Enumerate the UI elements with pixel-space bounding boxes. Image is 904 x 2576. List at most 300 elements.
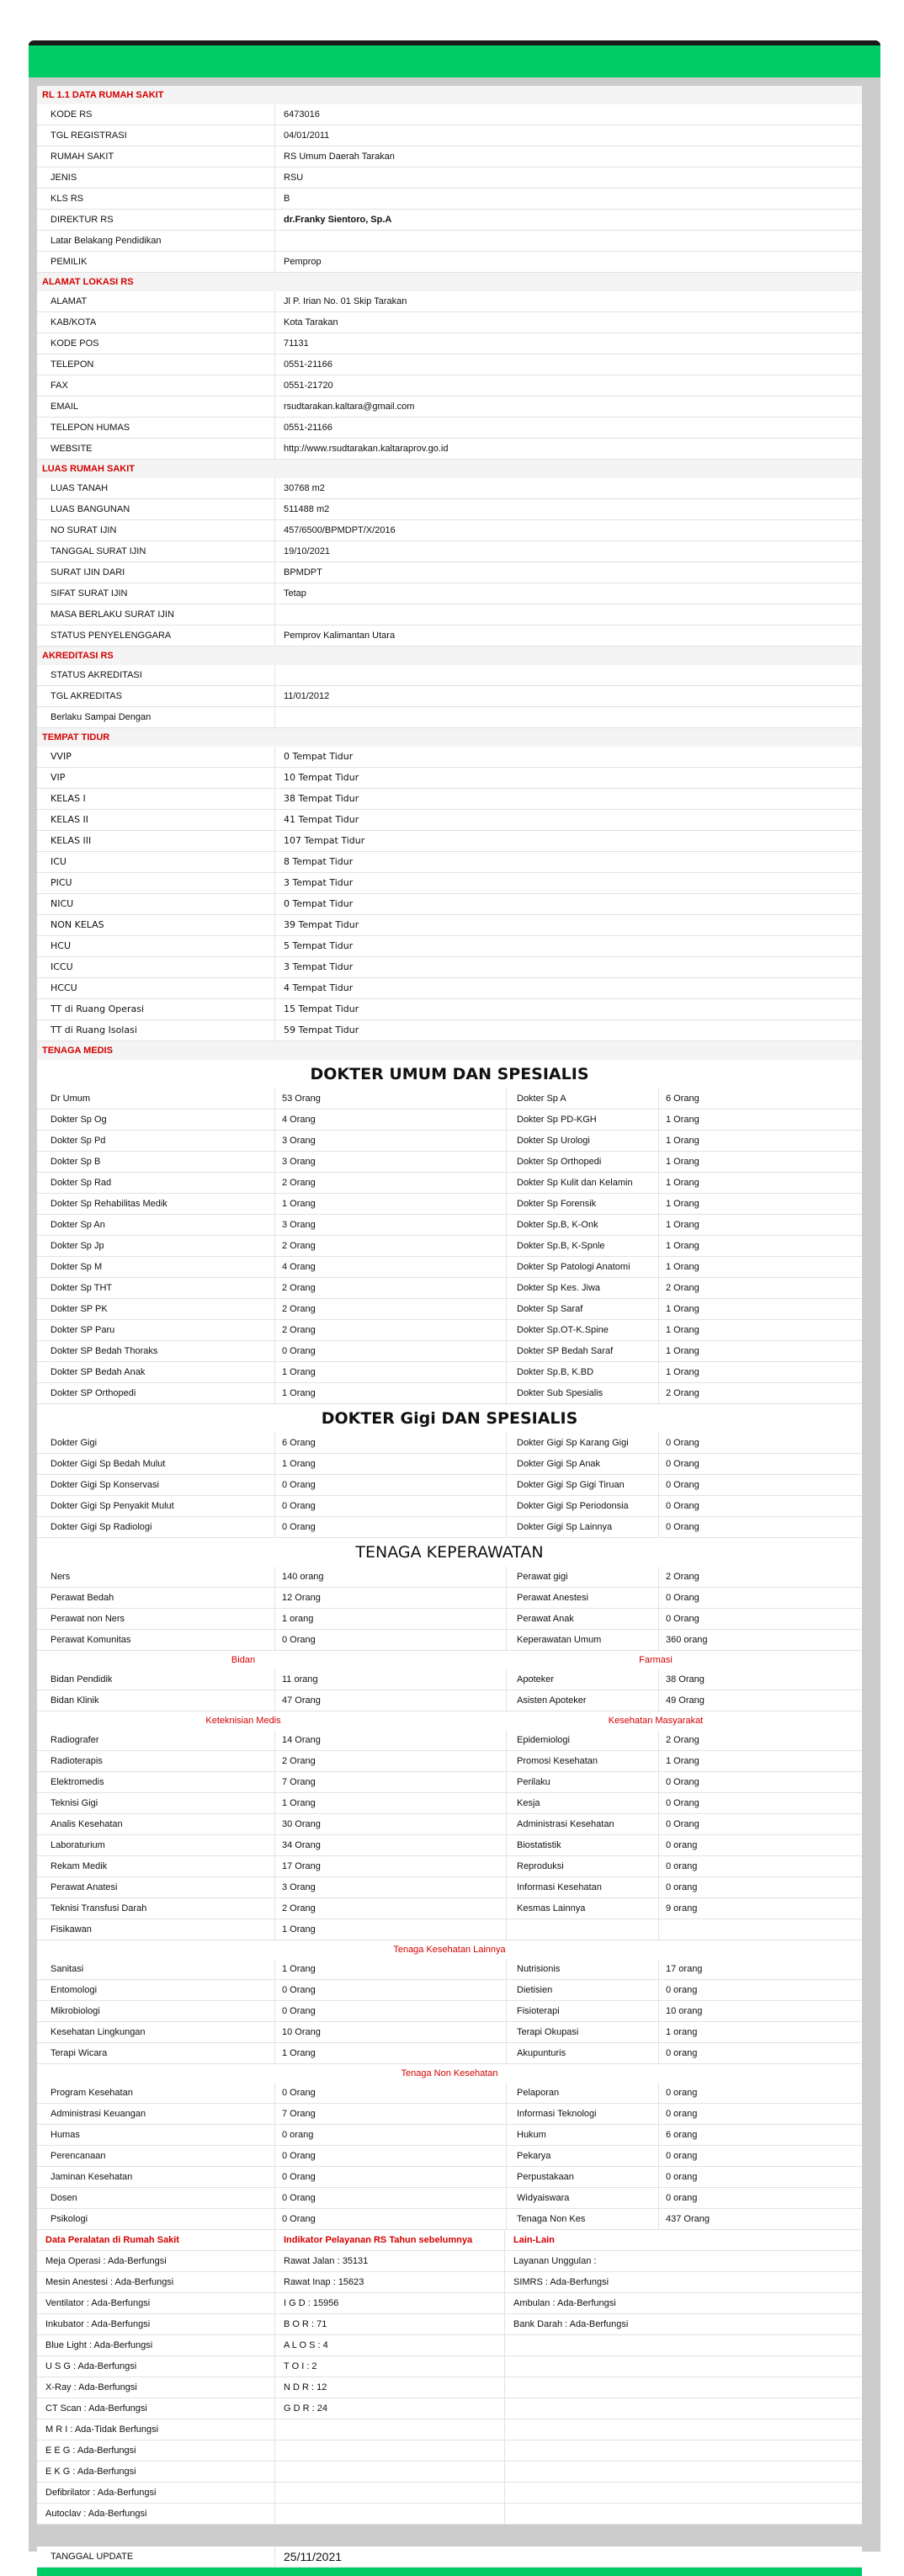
row-label: HCCU: [37, 978, 275, 998]
row-label: TGL AKREDITAS: [37, 686, 275, 706]
section-title-akreditasi: AKREDITASI RS: [37, 647, 862, 665]
staff-count: 1 Orang: [666, 1115, 699, 1125]
indicator-cell: [275, 2440, 505, 2461]
staff-count: 1 Orang: [275, 1383, 507, 1403]
staff-label: Administrasi Kesehatan: [507, 1814, 659, 1834]
staff-count: 4 Orang: [275, 1257, 507, 1277]
row-label: SIFAT SURAT IJIN: [37, 583, 275, 604]
staff-count: 7 Orang: [275, 1772, 507, 1792]
staff-label: Dokter SP PK: [37, 1299, 275, 1319]
alamat-table: [37, 291, 862, 460]
table-row: [37, 665, 862, 686]
row-label: LUAS TANAH: [37, 478, 275, 498]
staff-label: Ners: [37, 1567, 275, 1587]
table-row: [37, 1131, 862, 1152]
table-row: [37, 1110, 862, 1131]
staff-label: Informasi Kesehatan: [507, 1877, 659, 1897]
staff-label: Pekarya: [507, 2146, 659, 2166]
table-row: [37, 625, 862, 647]
table-row: [37, 439, 862, 460]
staff-label: Dr Umum: [37, 1088, 275, 1109]
staff-count: 0 Orang: [666, 1777, 699, 1787]
subheader-teknisi-kesmas: [37, 1711, 862, 1730]
staff-label: Dosen: [37, 2188, 275, 2208]
row-label: ICU: [37, 852, 275, 872]
staff-count: 1 Orang: [666, 1220, 699, 1230]
row-value: RS Umum Daerah Tarakan: [284, 152, 395, 162]
row-value: Pemprov Kalimantan Utara: [284, 631, 396, 641]
staff-count: 7 Orang: [275, 2104, 507, 2124]
row-label: NON KELAS: [37, 915, 275, 935]
row-label: STATUS AKREDITASI: [37, 665, 275, 685]
staff-label: Perawat non Ners: [37, 1609, 275, 1629]
staff-label: Elektromedis: [37, 1772, 275, 1792]
other-cell: [505, 2483, 862, 2503]
staff-count: 0 orang: [666, 1840, 698, 1850]
table-row: [37, 2125, 862, 2146]
table-row: [37, 1609, 862, 1630]
staff-count: 1 Orang: [666, 1262, 699, 1272]
table-row: [37, 2335, 862, 2356]
table-row: [37, 747, 862, 768]
staff-count: 0 Orang: [666, 1438, 699, 1448]
staff-count: 17 Orang: [275, 1856, 507, 1876]
staff-count: 0 Orang: [275, 1341, 507, 1361]
table-row: [37, 1320, 862, 1341]
staff-count: 1 Orang: [666, 1157, 699, 1167]
staff-label: Perawat Anestesi: [507, 1588, 659, 1608]
row-label: ALAMAT: [37, 291, 275, 311]
equipment-cell: Ventilator : Ada-Berfungsi: [37, 2293, 275, 2313]
staff-label: Perilaku: [507, 1772, 659, 1792]
row-value: Kota Tarakan: [284, 317, 338, 327]
staff-count: 1 Orang: [275, 1793, 507, 1813]
staff-label: Teknisi Transfusi Darah: [37, 1898, 275, 1919]
staff-label: Epidemiologi: [507, 1730, 659, 1750]
table-row: [37, 541, 862, 562]
staff-label: Entomologi: [37, 1980, 275, 2000]
staff-label: Dokter SP Bedah Anak: [37, 1362, 275, 1382]
row-value: 0 Tempat Tidur: [284, 898, 354, 909]
equipment-cell: E E G : Ada-Berfungsi: [37, 2440, 275, 2461]
other-cell: [505, 2419, 862, 2440]
table-row: [37, 2188, 862, 2209]
staff-label: Perencanaan: [37, 2146, 275, 2166]
staff-count: 0 Orang: [275, 1980, 507, 2000]
equipment-cell: Defibrilator : Ada-Berfungsi: [37, 2483, 275, 2503]
table-row: [37, 2146, 862, 2167]
footer-bar: [37, 2568, 862, 2576]
table-row: [37, 1088, 862, 1110]
staff-count: 1 Orang: [666, 1367, 699, 1377]
staff-count: 1 orang: [666, 2027, 698, 2037]
staff-count: 0 orang: [666, 2109, 698, 2119]
row-value: 5 Tempat Tidur: [284, 940, 354, 951]
staff-label: Dokter Sp Kes. Jiwa: [507, 1278, 659, 1298]
subheader-bidan-farmasi: [37, 1651, 862, 1669]
table-row: [37, 894, 862, 915]
row-label: KELAS II: [37, 810, 275, 830]
indicator-cell: N D R : 12: [275, 2377, 505, 2398]
row-value: BPMDPT: [284, 567, 322, 577]
table-row: [37, 957, 862, 978]
staff-count: 2 Orang: [275, 1898, 507, 1919]
table-row: [37, 189, 862, 210]
staff-label: Dokter Sp Pd: [37, 1131, 275, 1151]
staff-label: Perawat Bedah: [37, 1588, 275, 1608]
table-row: [37, 1690, 862, 1711]
update-value: 25/11/2021: [284, 2550, 343, 2563]
staff-count: 360 orang: [666, 1635, 708, 1645]
table-row: [37, 2314, 862, 2335]
staff-label: Humas: [37, 2125, 275, 2145]
subheader-lainnya: Tenaga Kesehatan Lainnya: [37, 1940, 862, 1959]
staff-label: Perawat Anatesi: [37, 1877, 275, 1897]
staff-count: 0 Orang: [275, 2167, 507, 2187]
table-row: [37, 1433, 862, 1454]
staff-count: 0 Orang: [666, 1819, 699, 1829]
table-row: [37, 1299, 862, 1320]
staff-count: 1 Orang: [666, 1304, 699, 1314]
table-row: [37, 936, 862, 957]
staff-label: Mikrobiologi: [37, 2001, 275, 2021]
row-value: 6473016: [284, 109, 320, 120]
staff-count: 437 Orang: [666, 2214, 710, 2224]
table-row: [37, 1194, 862, 1215]
staff-label: Dokter Sp Rad: [37, 1173, 275, 1193]
row-label: RUMAH SAKIT: [37, 146, 275, 167]
staff-count: 0 orang: [666, 1882, 698, 1892]
staff-label: Dietisien: [507, 1980, 659, 2000]
staff-count: 0 Orang: [275, 1496, 507, 1516]
peralatan-table: [37, 2251, 862, 2525]
staff-label: Kesehatan Lingkungan: [37, 2022, 275, 2042]
staff-count: 0 Orang: [666, 1522, 699, 1532]
staff-label: Dokter Gigi Sp Anak: [507, 1454, 659, 1474]
row-label: KAB/KOTA: [37, 312, 275, 333]
row-value: 511488 m2: [284, 504, 330, 514]
row-label: LUAS BANGUNAN: [37, 499, 275, 519]
table-row: [37, 397, 862, 418]
staff-label: Psikologi: [37, 2209, 275, 2229]
staff-count: 0 Orang: [666, 1480, 699, 1490]
staff-count: 0 orang: [666, 1985, 698, 1995]
staff-label: Dokter SP Bedah Saraf: [507, 1341, 659, 1361]
staff-count: 12 Orang: [275, 1588, 507, 1608]
staff-count: 1 Orang: [666, 1136, 699, 1146]
section-title-tenaga-medis: TENAGA MEDIS: [37, 1041, 862, 1060]
table-row: [37, 2043, 862, 2064]
staff-count: 2 Orang: [275, 1751, 507, 1771]
staff-count: 0 Orang: [666, 1614, 699, 1624]
staff-label: Dokter Gigi Sp Penyakit Mulut: [37, 1496, 275, 1516]
staff-count: 47 Orang: [275, 1690, 507, 1711]
subheader-bidan: Bidan: [231, 1655, 256, 1665]
table-row: [37, 1856, 862, 1877]
indicator-cell: [275, 2504, 505, 2524]
table-row: [37, 1341, 862, 1362]
staff-count: 0 Orang: [275, 2209, 507, 2229]
row-value: Pemprop: [284, 257, 322, 267]
other-cell: [505, 2398, 862, 2419]
staff-count: 38 Orang: [666, 1674, 705, 1685]
staff-count: 1 Orang: [666, 1325, 699, 1335]
title-dokter-gigi: DOKTER Gigi DAN SPESIALIS: [37, 1404, 862, 1433]
staff-label: Sanitasi: [37, 1959, 275, 1979]
staff-label: Dokter Gigi Sp Periodonsia: [507, 1496, 659, 1516]
staff-count: 2 Orang: [666, 1735, 699, 1745]
section-title-identitas: RL 1.1 DATA RUMAH SAKIT: [37, 86, 862, 104]
staff-label: Hukum: [507, 2125, 659, 2145]
other-cell: SIMRS : Ada-Berfungsi: [513, 2277, 609, 2287]
staff-count: 0 orang: [666, 2088, 698, 2098]
staff-label: Promosi Kesehatan: [507, 1751, 659, 1771]
other-cell: Bank Darah : Ada-Berfungsi: [513, 2319, 629, 2329]
table-row: [37, 231, 862, 252]
table-row: [37, 1257, 862, 1278]
table-row: [37, 1362, 862, 1383]
table-row: [37, 1278, 862, 1299]
table-row: [37, 1835, 862, 1856]
update-row: [37, 2547, 862, 2568]
table-row: [37, 333, 862, 354]
equipment-cell: Inkubator : Ada-Berfungsi: [37, 2314, 275, 2334]
row-value: 30768 m2: [284, 483, 325, 493]
staff-count: 3 Orang: [275, 1215, 507, 1235]
akreditasi-table: [37, 665, 862, 728]
row-label: SURAT IJIN DARI: [37, 562, 275, 583]
row-label: VIP: [37, 768, 275, 788]
table-row: [37, 1669, 862, 1690]
table-row: [37, 146, 862, 168]
row-value: 38 Tempat Tidur: [284, 793, 359, 804]
equipment-cell: X-Ray : Ada-Berfungsi: [37, 2377, 275, 2398]
staff-count: 34 Orang: [275, 1835, 507, 1855]
staff-count: 2 Orang: [666, 1572, 699, 1582]
row-label: HCU: [37, 936, 275, 956]
staff-count: 6 orang: [666, 2130, 698, 2140]
table-row: [37, 1959, 862, 1980]
row-label: PICU: [37, 873, 275, 893]
table-row: [37, 375, 862, 397]
table-row: [37, 2209, 862, 2230]
table-row: [37, 999, 862, 1020]
table-row: [37, 499, 862, 520]
equipment-cell: E K G : Ada-Berfungsi: [37, 2462, 275, 2482]
staff-label: Dokter Sp Kulit dan Kelamin: [507, 1173, 659, 1193]
row-value: 10 Tempat Tidur: [284, 772, 359, 783]
row-label: KELAS I: [37, 789, 275, 809]
row-label: KODE POS: [37, 333, 275, 354]
table-row: [37, 2356, 862, 2377]
staff-label: Dokter Sp Forensik: [507, 1194, 659, 1214]
row-value: 19/10/2021: [284, 546, 331, 556]
table-row: [37, 1898, 862, 1919]
staff-count: 2 Orang: [275, 1320, 507, 1340]
staff-count: 1 Orang: [275, 1454, 507, 1474]
staff-label: Widyaiswara: [507, 2188, 659, 2208]
staff-label: Administrasi Keuangan: [37, 2104, 275, 2124]
indicator-cell: A L O S : 4: [275, 2335, 505, 2355]
indicator-cell: [275, 2462, 505, 2482]
staff-label: Bidan Klinik: [37, 1690, 275, 1711]
table-row: [37, 1215, 862, 1236]
row-value: Tetap: [284, 588, 306, 599]
row-value: B: [284, 194, 290, 204]
table-row: [37, 2104, 862, 2125]
row-label: MASA BERLAKU SURAT IJIN: [37, 604, 275, 625]
table-row: [37, 789, 862, 810]
staff-count: 3 Orang: [275, 1131, 507, 1151]
staff-label: Dokter Sp PD-KGH: [507, 1110, 659, 1130]
staff-count: 30 Orang: [275, 1814, 507, 1834]
table-row: [37, 354, 862, 375]
staff-label: Dokter Gigi Sp Karang Gigi: [507, 1433, 659, 1453]
staff-count: 49 Orang: [666, 1695, 705, 1706]
row-value: 107 Tempat Tidur: [284, 835, 365, 846]
row-label: FAX: [37, 375, 275, 396]
dokter-umum-table: [37, 1088, 862, 1404]
table-row: [37, 1793, 862, 1814]
row-value: RSU: [284, 173, 304, 183]
table-row: [37, 125, 862, 146]
staff-count: 0 orang: [275, 2125, 507, 2145]
table-row: [37, 2001, 862, 2022]
subheader-keteknisian: Keteknisian Medis: [205, 1716, 281, 1726]
staff-label: Dokter Sub Spesialis: [507, 1383, 659, 1403]
table-row: [37, 852, 862, 873]
staff-label: Dokter Sp Urologi: [507, 1131, 659, 1151]
indicator-cell: B O R : 71: [275, 2314, 505, 2334]
row-value: 41 Tempat Tidur: [284, 814, 359, 825]
staff-label: Jaminan Kesehatan: [37, 2167, 275, 2187]
staff-label: Dokter Sp Og: [37, 1110, 275, 1130]
indicator-cell: T O I : 2: [275, 2356, 505, 2376]
staff-count: 1 Orang: [275, 1959, 507, 1979]
row-value: dr.Franky Sientoro, Sp.A: [284, 215, 392, 225]
bidan-farmasi-table: [37, 1669, 862, 1711]
row-value: 11/01/2012: [284, 691, 330, 701]
table-row: [37, 2504, 862, 2525]
keteknisian-table: [37, 1730, 862, 1940]
staff-count: 0 Orang: [666, 1593, 699, 1603]
table-row: [37, 1980, 862, 2001]
staff-label: Apoteker: [507, 1669, 659, 1690]
staff-count: 2 Orang: [275, 1236, 507, 1256]
indicator-cell: Rawat Inap : 15623: [275, 2272, 505, 2292]
staff-label: Perawat Komunitas: [37, 1630, 275, 1650]
staff-count: 1 Orang: [275, 1362, 507, 1382]
row-value: rsudtarakan.kaltara@gmail.com: [284, 402, 415, 412]
title-dokter-umum: DOKTER UMUM DAN SPESIALIS: [37, 1060, 862, 1088]
row-label: Latar Belakang Pendidikan: [37, 231, 275, 251]
staff-label: Analis Kesehatan: [37, 1814, 275, 1834]
table-row: [37, 2167, 862, 2188]
staff-label: Tenaga Non Kes: [507, 2209, 659, 2229]
table-row: [37, 1020, 862, 1041]
equipment-cell: CT Scan : Ada-Berfungsi: [37, 2398, 275, 2419]
staff-label: Dokter Sp Orthopedi: [507, 1152, 659, 1172]
row-value: Jl P. Irian No. 01 Skip Tarakan: [284, 296, 407, 306]
row-value: http://www.rsudtarakan.kaltaraprov.go.id: [284, 444, 449, 454]
staff-label: Dokter Sp Rehabilitas Medik: [37, 1194, 275, 1214]
table-row: [37, 873, 862, 894]
staff-label: Terapi Okupasi: [507, 2022, 659, 2042]
table-row: [37, 1567, 862, 1588]
staff-label: Dokter Sp M: [37, 1257, 275, 1277]
table-row: [37, 1877, 862, 1898]
staff-count: 0 orang: [666, 2172, 698, 2182]
table-row: [37, 168, 862, 189]
row-value: 04/01/2011: [284, 130, 330, 141]
row-label: KELAS III: [37, 831, 275, 851]
staff-count: 0 Orang: [275, 2188, 507, 2208]
row-label: ICCU: [37, 957, 275, 977]
other-cell: Ambulan : Ada-Berfungsi: [513, 2298, 616, 2308]
staff-label: Dokter Sp A: [507, 1088, 659, 1109]
staff-label: Program Kesehatan: [37, 2083, 275, 2103]
staff-count: 17 orang: [666, 1964, 703, 1974]
table-row: [37, 707, 862, 728]
staff-label: Dokter Gigi Sp Konservasi: [37, 1475, 275, 1495]
staff-label: Reproduksi: [507, 1856, 659, 1876]
staff-label: Pelaporan: [507, 2083, 659, 2103]
staff-count: 0 orang: [666, 2193, 698, 2203]
row-value: 15 Tempat Tidur: [284, 1003, 359, 1014]
staff-label: Fisioterapi: [507, 2001, 659, 2021]
row-label: KLS RS: [37, 189, 275, 209]
row-label: TT di Ruang Operasi: [37, 999, 275, 1019]
staff-count: 53 Orang: [275, 1088, 507, 1109]
table-row: [37, 1517, 862, 1538]
table-row: [37, 291, 862, 312]
staff-label: Kesmas Lainnya: [507, 1898, 659, 1919]
staff-count: 0 Orang: [275, 1630, 507, 1650]
staff-count: 1 Orang: [275, 1194, 507, 1214]
peralatan-header: [37, 2230, 862, 2251]
staff-label: Akupunturis: [507, 2043, 659, 2063]
equipment-cell: Meja Operasi : Ada-Berfungsi: [37, 2251, 275, 2271]
table-row: [37, 686, 862, 707]
staff-count: 0 Orang: [666, 1501, 699, 1511]
staff-label: Dokter Sp Patologi Anatomi: [507, 1257, 659, 1277]
staff-label: Dokter Gigi Sp Radiologi: [37, 1517, 275, 1537]
staff-count: 11 orang: [275, 1669, 507, 1690]
staff-count: 0 orang: [666, 1861, 698, 1871]
staff-label: Radiografer: [37, 1730, 275, 1750]
table-row: [37, 2293, 862, 2314]
tenaga-nonkes-table: [37, 2083, 862, 2230]
staff-label: Asisten Apoteker: [507, 1690, 659, 1711]
staff-label: Nutrisionis: [507, 1959, 659, 1979]
staff-count: 1 Orang: [666, 1756, 699, 1766]
staff-count: 1 Orang: [666, 1241, 699, 1251]
row-label: VVIP: [37, 747, 275, 767]
keperawatan-table: [37, 1567, 862, 1651]
table-row: [37, 1919, 862, 1940]
table-row: [37, 252, 862, 273]
equipment-cell: M R I : Ada-Tidak Berfungsi: [37, 2419, 275, 2440]
staff-label: Dokter Sp.B, K.BD: [507, 1362, 659, 1382]
equipment-cell: U S G : Ada-Berfungsi: [37, 2356, 275, 2376]
staff-count: 0 Orang: [275, 2001, 507, 2021]
row-label: KODE RS: [37, 104, 275, 125]
row-label: TELEPON HUMAS: [37, 418, 275, 438]
tenaga-lainnya-table: [37, 1959, 862, 2064]
other-cell: [505, 2504, 862, 2524]
table-row: [37, 583, 862, 604]
table-row: [37, 2398, 862, 2419]
